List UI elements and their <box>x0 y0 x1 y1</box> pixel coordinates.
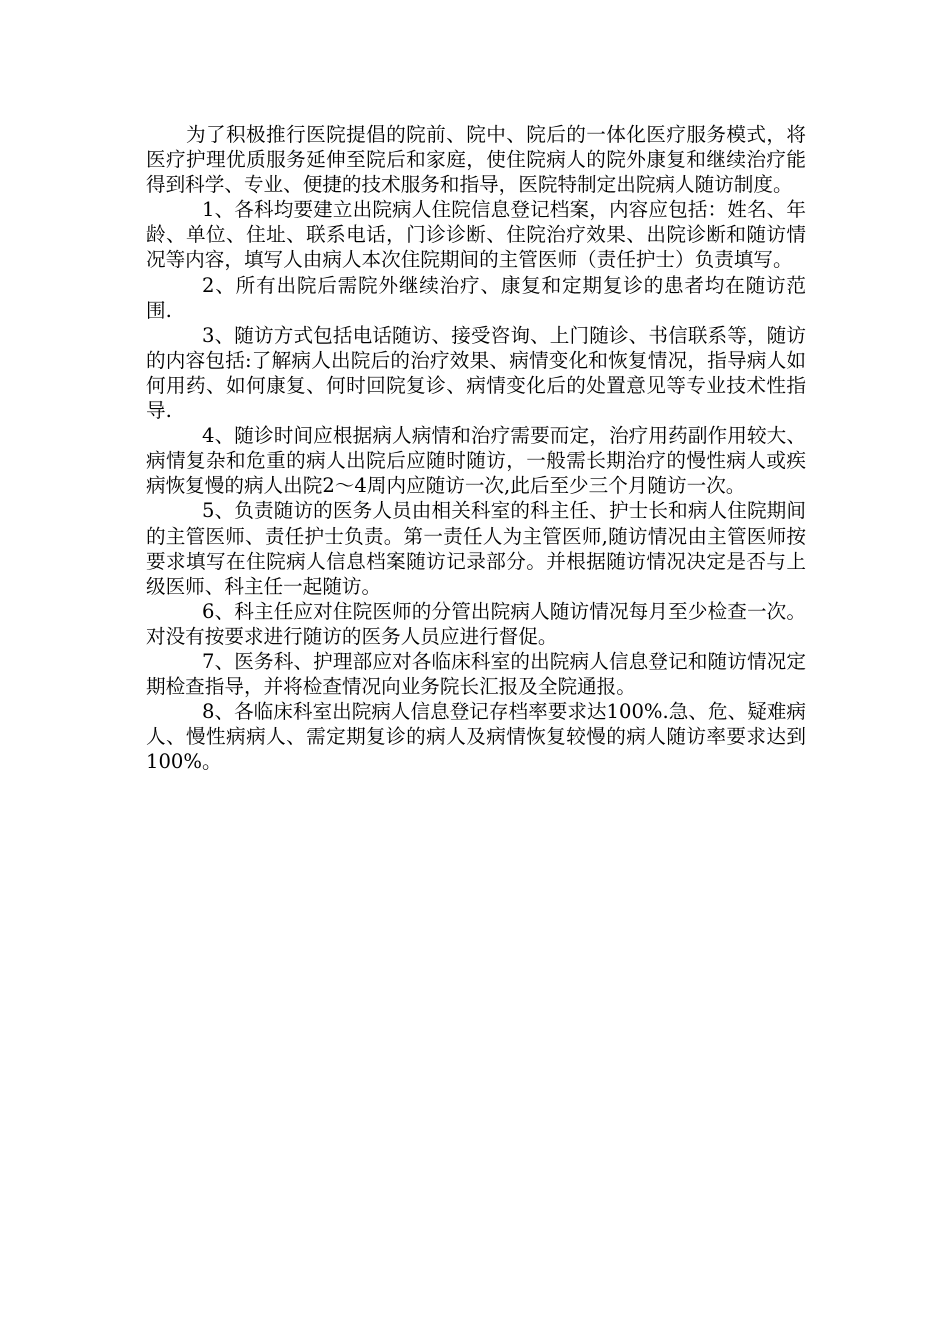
document-body <box>146 122 806 774</box>
rule-item-7: 7、医务科、护理部应对各临床科室的出院病人信息登记和随访情况定期检查指导，并将检查情况向业务院长汇报及全院通报。 <box>146 649 806 699</box>
rule-item-4: 4、随诊时间应根据病人病情和治疗需要而定，治疗用药副作用较大、病情复杂和危重的病人出院后应随时随访，一般需长期治疗的慢性病人或疾病恢复慢的病人出院2～4周内应随访一次,此后至少三个月随访一次。 <box>146 424 806 498</box>
rule-item-5: 5、负责随访的医务人员由相关科室的科主任、护士长和病人住院期间的主管医师、责任护士负责。第一责任人为主管医师,随访情况由主管医师按要求填写在住院病人信息档案随访记录部分。并根据随访情况决定是否与上级医师、科主任一起随访。 <box>146 499 806 598</box>
rule-item-3: 3、随访方式包括电话随访、接受咨询、上门随诊、书信联系等，随访的内容包括:了解病人出院后的治疗效果、病情变化和恢复情况，指导病人如何用药、如何康复、何时回院复诊、病情变化后的处置意见等专业技术性指导. <box>146 323 806 423</box>
rule-item-8: 8、各临床科室出院病人信息登记存档率要求达100%.急、危、疑难病人、慢性病病人、需定期复诊的病人及病情恢复较慢的病人随访率要求达到100%。 <box>146 700 806 774</box>
rule-item-1: 1、各科均要建立出院病人住院信息登记档案，内容应包括：姓名、年龄、单位、住址、联系电话，门诊诊断、住院治疗效果、出院诊断和随访情况等内容，填写人由病人本次住院期间的主管医师（责任护士）负责填写。 <box>146 198 806 272</box>
intro-paragraph: 为了积极推行医院提倡的院前、院中、院后的一体化医疗服务模式，将医疗护理优质服务延伸至院后和家庭，使住院病人的院外康复和继续治疗能得到科学、专业、便捷的技术服务和指导，医院特制定出院病人随访制度。 <box>146 123 806 197</box>
rule-item-2: 2、所有出院后需院外继续治疗、康复和定期复诊的患者均在随访范围. <box>146 273 806 322</box>
rule-item-6: 6、科主任应对住院医师的分管出院病人随访情况每月至少检查一次。对没有按要求进行随访的医务人员应进行督促。 <box>146 599 806 648</box>
